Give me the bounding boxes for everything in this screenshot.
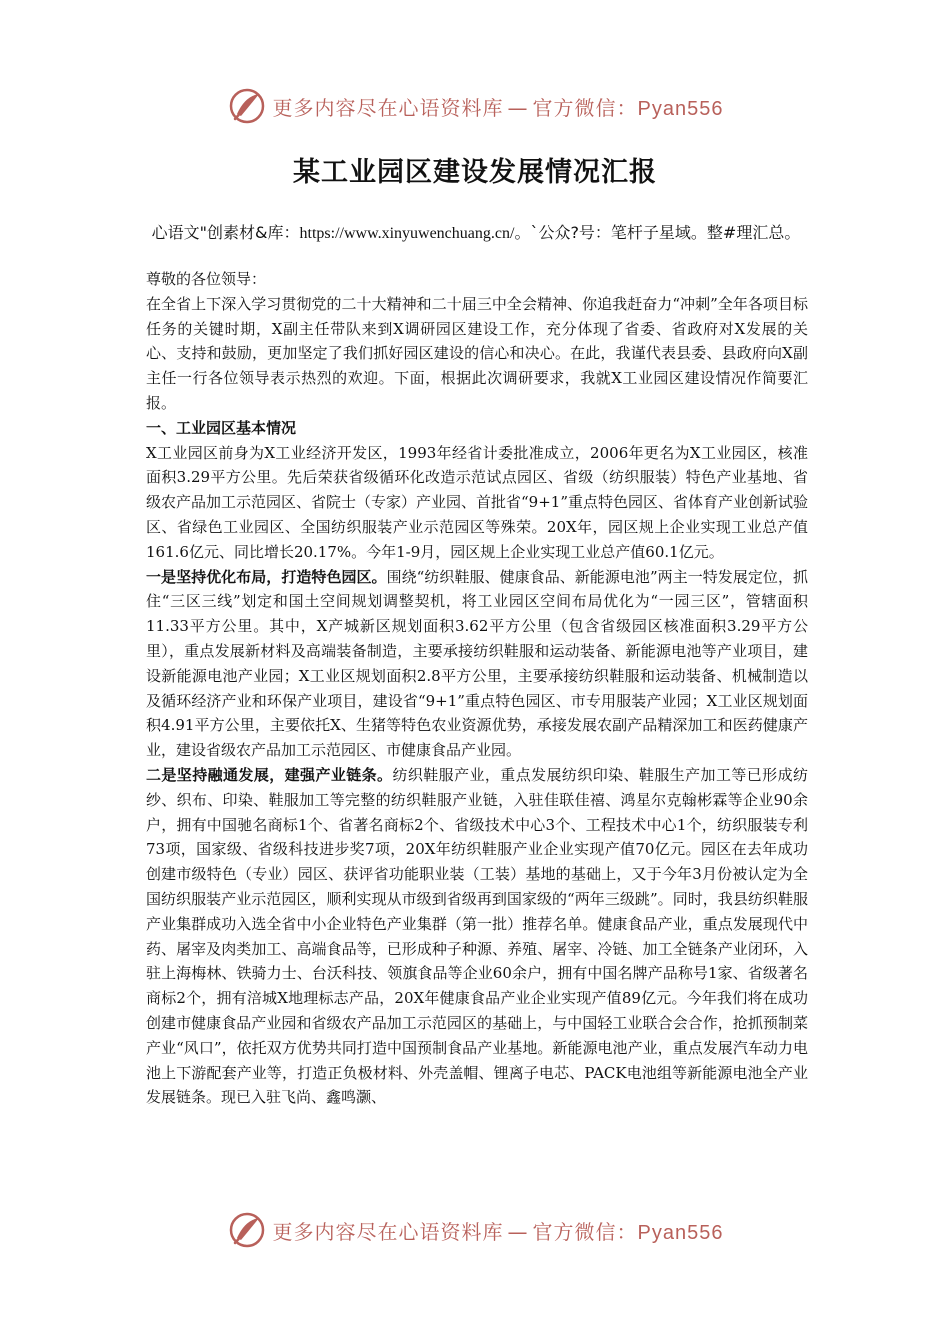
point-paragraph-1: 一是坚持优化布局，打造特色园区。围绕“纺织鞋服、健康食品、新能源电池”两主一特发展定位，抓住“三区三线”划定和国土空间规划调整契机，将工业园区空间布局优化为“一园三区”，管辖面积11.33平方公里。其中，X产城新区规划面积3.62平方公里（包含省级园区核准面积3.29平方公里），重点发展新材料及高端装备制造，主要承接纺织鞋服和运动装备、新能源电池等产业项目，建设新能源电池产业园；X工业区规划面积2.8平方公里，主要承接纺织鞋服和运动装备、机械制造以及循环经济产业和环保产业项目，建设省“9+1”重点特色园区、市专用服装产业园；X工业区规划面积4.91平方公里，主要依托X、生猪等特色农业资源优势，承接发展农副产品精深加工和医药健康产业，建设省级农产品加工示范园区、市健康食品产业园。 (146, 567, 808, 760)
section-heading: 一、工业园区基本情况 (146, 418, 297, 437)
point-paragraph-2: 二是坚持融通发展，建强产业链条。纺织鞋服产业，重点发展纺织印染、鞋服生产加工等已形成纺纱、织布、印染、鞋服加工等完整的纺织鞋服产业链，入驻佳联佳禧、鸿星尔克翰彬霖等企业90余户，拥有中国驰名商标1个、省著名商标2个、省级技术中心3个、工程技术中心1个，纺织服装专利73项，国家级、省级科技进步奖7项，20X年纺织鞋服产业企业实现产值70亿元。园区在去年成功创建市级特色（专业）园区、获评省功能职业装（工装）基地的基础上，又于今年3月份被认定为全国纺织服装产业示范园区，顺利实现从市级到省级再到国家级的“两年三级跳”。同时，我县纺织鞋服产业集群成功入选全省中小企业特色产业集群（第一批）推荐名单。健康食品产业，重点发展现代中药、屠宰及肉类加工、高端食品等，已形成种子种源、养殖、屠宰、冷链、加工全链条产业闭环，入驻上海梅林、铁骑力士、台沃科技、领旗食品等企业60余户，拥有中国名牌产品称号1家、省级著名商标2个，拥有涪城X地理标志产品，20X年健康食品产业企业实现产值89亿元。今年我们将在成功创建市健康食品产业园和省级农产品加工示范园区的基础上，与中国轻工业联合会合作，抢抓预制菜产业“风口”，依托双方优势共同打造中国预制食品产业基地。新能源电池产业，重点发展汽车动力电池上下游配套产业等，打造正负极材料、外壳盖帽、锂离子电芯、PACK电池组等新能源电池全产业发展链条。现已入驻飞尚、鑫鸣灏、 (146, 765, 808, 1107)
footer-banner (0, 1208, 950, 1252)
source-line: 心语文"创素材&库：https://www.xinyuwenchuang.cn/。`公众?号：笔杆子星域。整#理汇总。 (151, 223, 801, 242)
logo-icon (227, 86, 267, 126)
intro-paragraph: 在全省上下深入学习贯彻党的二十大精神和二十届三中全会精神、你追我赶奋力“冲刺”全年各项目标任务的关键时期，X副主任带队来到X调研园区建设工作，充分体现了省委、省政府对X发展的关心、支持和鼓励，更加坚定了我们抓好园区建设的信心和决心。在此，我谨代表县委、县政府向X副主任一行各位领导表示热烈的欢迎。下面，根据此次调研要求，我就X工业园区建设情况作简要汇报。 (146, 294, 808, 412)
point-lead: 二是坚持融通发展，建强产业链条。 (146, 765, 393, 784)
section-paragraph: X工业园区前身为X工业经济开发区，1993年经省计委批准成立，2006年更名为X工业园区，核准面积3.29平方公里。先后荣获省级循环化改造示范试点园区、省级（纺织服装）特色产业基地、省级农产品加工示范园区、省院士（专家）产业园、首批省“9+1”重点特色园区、省体育产业创新试验区、省绿色工业园区、全国纺织服装产业示范园区等殊荣。20X年，园区规上企业实现工业总产值161.6亿元、同比增长20.17%。今年1-9月，园区规上企业实现工业总产值60.1亿元。 (146, 443, 808, 561)
logo-icon (227, 1210, 267, 1250)
greeting: 尊敬的各位领导： (146, 270, 267, 288)
document-title: 某工业园区建设发展情况汇报 (293, 157, 657, 188)
banner-text: 更多内容尽在心语资料库 — 官方微信：Pyan556 (272, 1219, 724, 1244)
header-banner (0, 84, 950, 128)
banner-text: 更多内容尽在心语资料库 — 官方微信：Pyan556 (272, 95, 724, 120)
point-lead: 一是坚持优化布局，打造特色园区。 (146, 567, 387, 586)
source-url[interactable]: https://www.xinyuwenchuang.cn/ (299, 225, 515, 242)
document-body (146, 267, 808, 1110)
